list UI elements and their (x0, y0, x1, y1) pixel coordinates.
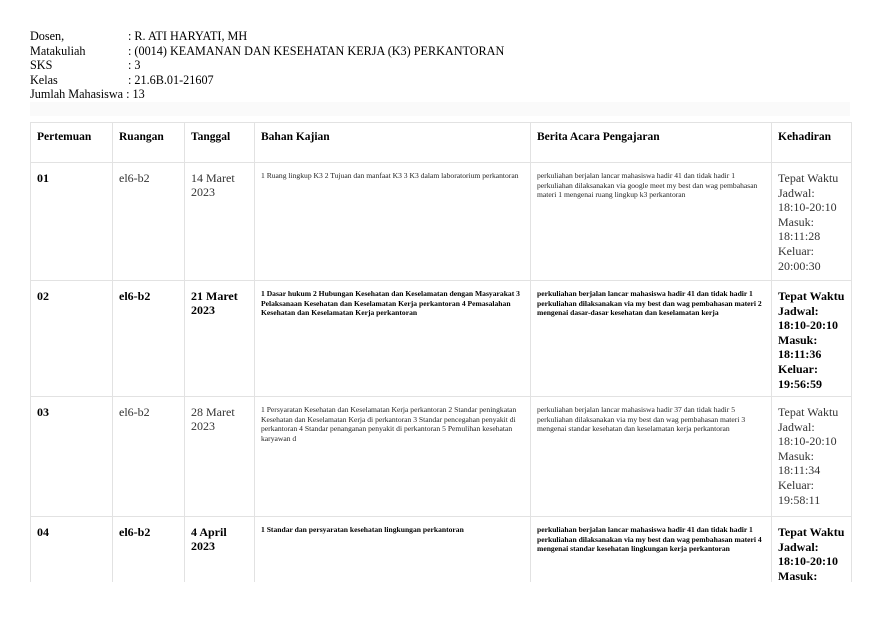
kehadiran-jadwal: 18:10-20:10 (778, 200, 837, 215)
kehadiran-keluar-label: Keluar: (778, 361, 818, 376)
row-bahan-kajian: 1 Ruang lingkup K3 2 Tujuan dan manfaat K3 3 K3 dalam laboratorium perkantoran (255, 163, 531, 281)
row-pertemuan: 01 (31, 163, 113, 281)
kehadiran-jadwal-label: Jadwal: (778, 303, 819, 318)
matakuliah-value: : (0014) KEAMANAN DAN KESEHATAN KERJA (K3) PERKANTORAN (128, 43, 505, 58)
kehadiran-keluar: 20:00:30 (778, 258, 821, 273)
table-row (31, 163, 852, 281)
kehadiran-status: Tepat Waktu (778, 171, 839, 185)
dosen-label: Dosen, (30, 29, 65, 43)
row-pertemuan: 03 (31, 397, 113, 517)
sks-label: SKS (30, 58, 53, 73)
col-bahan-kajian: Bahan Kajian (255, 123, 531, 163)
row-tanggal: 14 Maret 2023 (185, 163, 255, 281)
kehadiran-jadwal-label: Jadwal: (778, 539, 819, 554)
kehadiran-status: Tepat Waktu (778, 405, 839, 419)
dosen-value: : R. ATI HARYATI, MH (128, 29, 248, 43)
kehadiran-masuk-label: Masuk: (778, 214, 814, 229)
jumlah-value: : 13 (126, 87, 145, 102)
col-tanggal: Tanggal (185, 123, 255, 163)
row-pertemuan: 04 (31, 517, 113, 583)
table-row (31, 281, 852, 397)
row-pertemuan: 02 (31, 281, 113, 397)
table-row (31, 517, 852, 583)
col-pertemuan: Pertemuan (31, 123, 113, 163)
kehadiran-keluar: 19:56:59 (778, 376, 822, 391)
jumlah-label: Jumlah Mahasiswa (30, 87, 124, 102)
col-berita-acara: Berita Acara Pengajaran (531, 123, 772, 163)
kehadiran-keluar: 19:58:11 (778, 492, 821, 507)
row-tanggal: 21 Maret 2023 (185, 281, 255, 397)
kehadiran-status: Tepat Waktu (778, 289, 845, 303)
row-berita-acara: perkuliahan berjalan lancar mahasiswa hadir 37 dan tidak hadir 5 perkuliahan dilaksanakan via my best dan wag pembahasan materi 3 mengenai standar kesehatan dan keselamatan kerja perkantoran (531, 397, 772, 517)
kehadiran-jadwal-label: Jadwal: (778, 419, 815, 434)
row-berita-acara: perkuliahan berjalan lancar mahasiswa hadir 41 dan tidak hadir 1 perkuliahan dilaksanakan via google meet my best dan wag pembahasan materi 1 mengenai ruang lingkup k3 perkantoran (531, 163, 772, 281)
kelas-value: : 21.6B.01-21607 (128, 72, 214, 87)
row-kehadiran (772, 397, 852, 517)
kehadiran-masuk: 18:11:36 (778, 347, 822, 362)
row-tanggal: 28 Maret 2023 (185, 397, 255, 517)
row-bahan-kajian: 1 Standar dan persyaratan kesehatan lingkungan perkantoran (255, 517, 531, 583)
attendance-table (30, 122, 852, 582)
table-header-row (31, 123, 852, 163)
col-ruangan: Ruangan (113, 123, 185, 163)
kehadiran-masuk-label: Masuk: (778, 332, 818, 347)
kehadiran-masuk-label: Masuk: (778, 568, 818, 582)
kelas-label: Kelas (30, 72, 58, 87)
row-ruangan: el6-b2 (113, 281, 185, 397)
kehadiran-masuk: 18:11:28 (778, 229, 821, 244)
kehadiran-jadwal: 18:10-20:10 (778, 554, 838, 569)
kehadiran-masuk: 18:11:34 (778, 463, 821, 478)
sks-value: : 3 (128, 58, 141, 73)
kehadiran-keluar-label: Keluar: (778, 477, 814, 492)
row-bahan-kajian: 1 Dasar hukum 2 Hubungan Kesehatan dan Keselamatan dengan Masyarakat 3 Pelaksanaan Kesehatan dan Keselamatan Kerja perkantoran 4 Pemasalahan Kesehatan dan Keselamatan Kerja perkantoran (255, 281, 531, 397)
kehadiran-masuk-label: Masuk: (778, 448, 814, 463)
row-kehadiran (772, 163, 852, 281)
table-row (31, 397, 852, 517)
row-ruangan: el6-b2 (113, 397, 185, 517)
row-berita-acara: perkuliahan berjalan lancar mahasiswa hadir 41 dan tidak hadir 1 perkuliahan dilaksanakan via my best dan wag pembahasan materi 2 mengenai dasar-dasar kesehatan dan keselamatan kerja (531, 281, 772, 397)
row-tanggal: 4 April 2023 (185, 517, 255, 583)
col-kehadiran: Kehadiran (772, 123, 852, 163)
kehadiran-keluar-label: Keluar: (778, 243, 814, 258)
row-ruangan: el6-b2 (113, 517, 185, 583)
row-kehadiran (772, 281, 852, 397)
row-bahan-kajian: 1 Persyaratan Kesehatan dan Keselamatan Kerja perkantoran 2 Standar peningkatan Kesehatan dan Keselamatan Kerja di perkantoran 3 Standar pencegahan penyakit di perkantoran 4 Standar penanganan penyakit di perkantoran 5 Pemulihan kesehatan karyawan d (255, 397, 531, 517)
matakuliah-label: Matakuliah (30, 43, 86, 58)
row-berita-acara: perkuliahan berjalan lancar mahasiswa hadir 41 dan tidak hadir 1 perkuliahan dilaksanakan via my best dan wag pembahasan materi 4 mengenai standar kesehatan lingkungan kerja perkantoran (531, 517, 772, 583)
row-kehadiran (772, 517, 852, 583)
row-ruangan: el6-b2 (113, 163, 185, 281)
kehadiran-jadwal: 18:10-20:10 (778, 318, 838, 333)
kehadiran-status: Tepat Waktu (778, 525, 845, 539)
kehadiran-jadwal: 18:10-20:10 (778, 434, 837, 449)
kehadiran-jadwal-label: Jadwal: (778, 185, 815, 200)
